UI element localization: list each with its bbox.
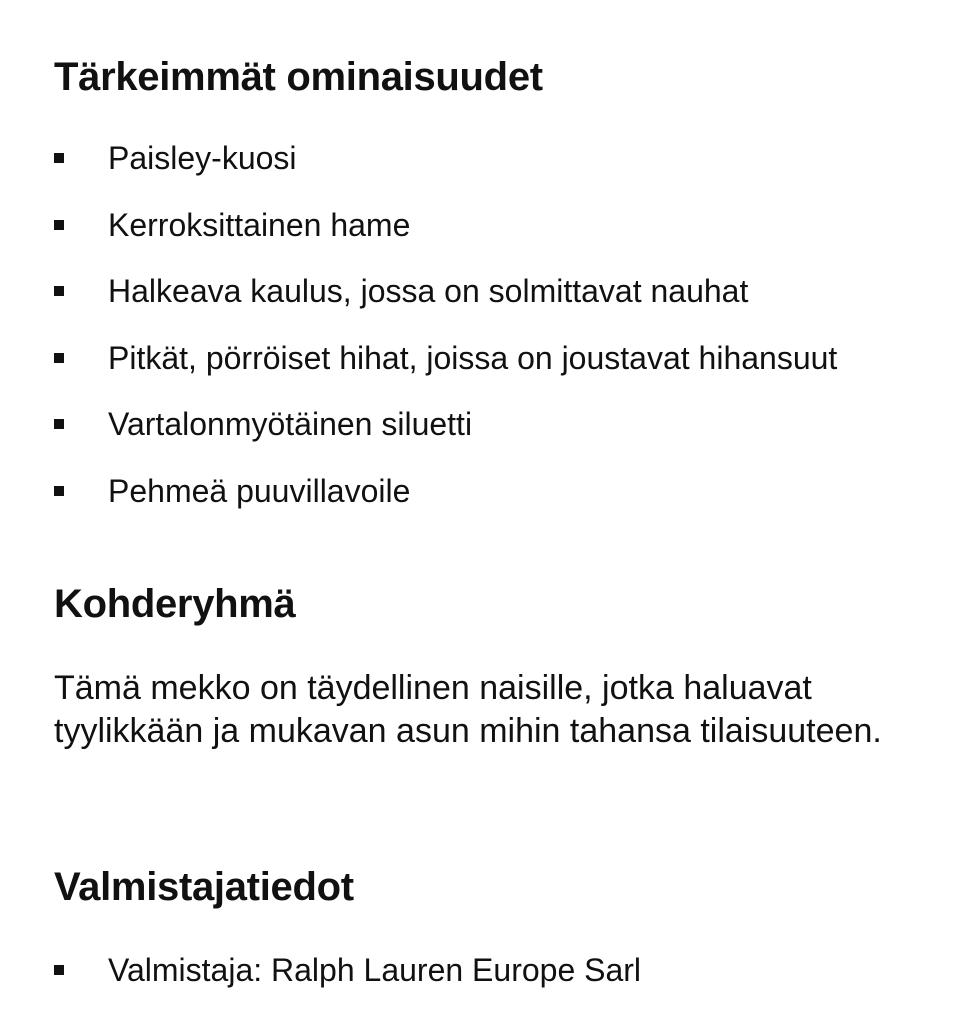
square-bullet-icon (54, 153, 64, 163)
square-bullet-icon (54, 353, 64, 363)
list-item-text: Valmistaja: Ralph Lauren Europe Sarl (108, 952, 642, 988)
target-group-paragraph: Tämä mekko on täydellinen naisille, jotka haluavat tyylikkään ja mukavan asun mihin tahansa tilaisuuteen. (54, 669, 882, 750)
list-item-text: Halkeava kaulus, jossa on solmittavat nauhat (108, 273, 749, 309)
section-title-manufacturer-info: Valmistajatiedot (54, 865, 354, 909)
square-bullet-icon (54, 965, 64, 975)
square-bullet-icon (54, 220, 64, 230)
square-bullet-icon (54, 419, 64, 429)
list-item-text: Pehmeä puuvillavoile (108, 472, 411, 509)
square-bullet-icon (54, 486, 64, 496)
section-title-key-features: Tärkeimmät ominaisuudet (54, 55, 543, 99)
list-item-text: Paisley-kuosi (108, 140, 297, 176)
list-item-text: Kerroksittainen hame (108, 206, 411, 243)
list-item-text: Vartalonmyötäinen siluetti (108, 406, 473, 442)
square-bullet-icon (54, 286, 64, 296)
list-item-text: Pitkät, pörröiset hihat, joissa on joustavat hihansuut (108, 339, 838, 376)
section-title-target-group: Kohderyhmä (54, 582, 296, 626)
